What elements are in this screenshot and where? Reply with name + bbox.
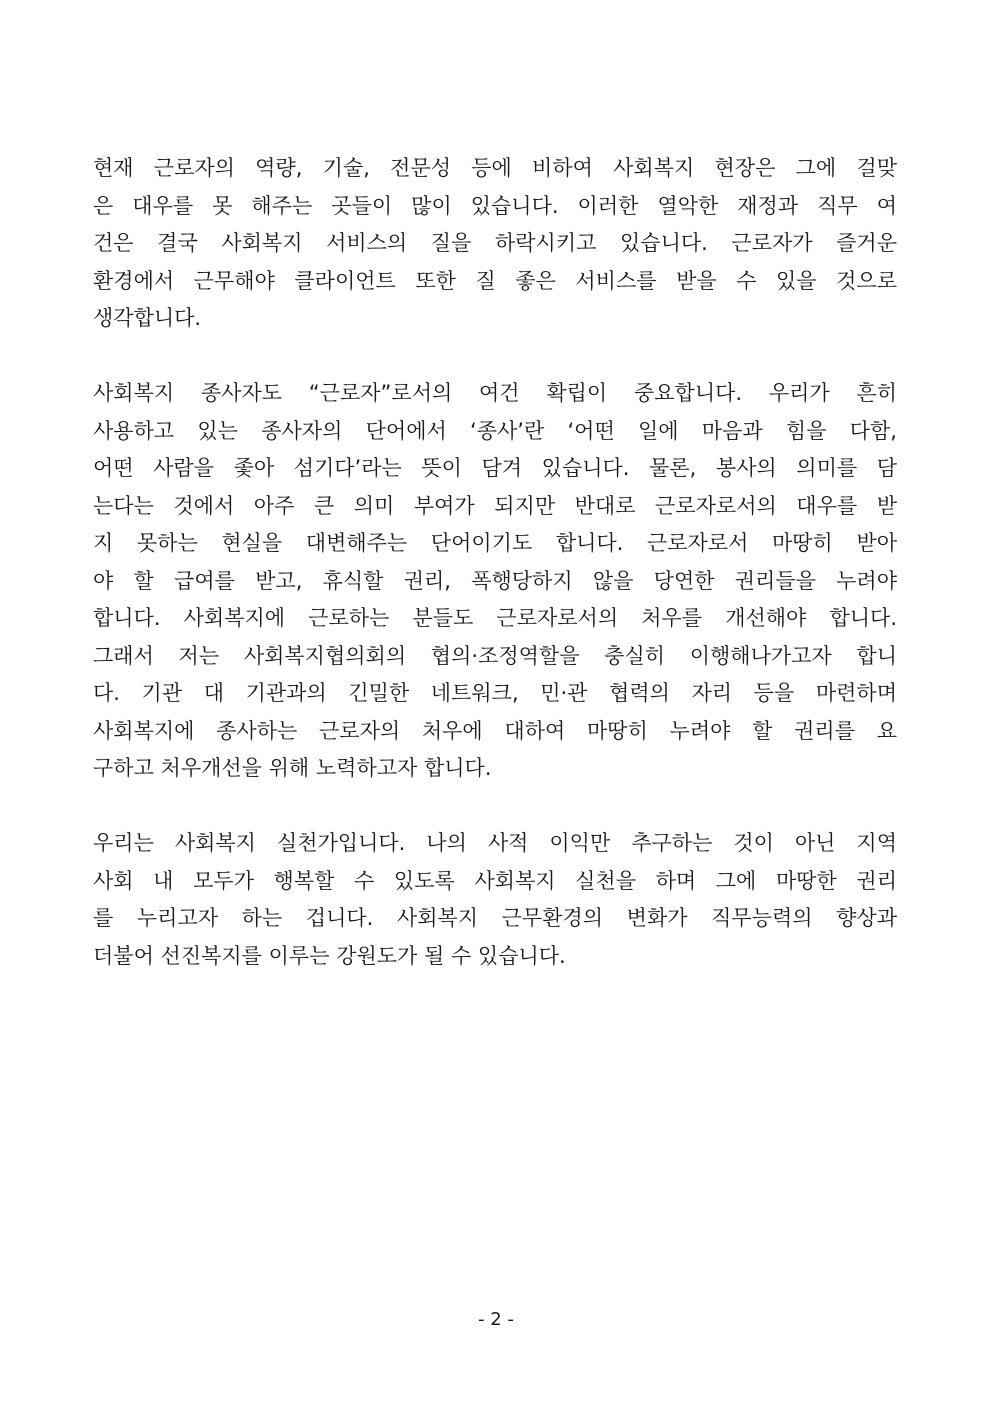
text-line: 를 누리고자 하는 겁니다. 사회복지 근무환경의 변화가 직무능력의 향상과 — [93, 906, 897, 930]
text-line: 구하고 처우개선을 위해 노력하고자 합니다. — [93, 756, 492, 780]
text-line: 건은 결국 사회복지 서비스의 질을 하락시키고 있습니다. 근로자가 즐거운 — [93, 231, 897, 255]
paragraph-working-conditions — [93, 150, 897, 338]
text-line: 합니다. 사회복지에 근로하는 분들도 근로자로서의 처우를 개선해야 합니다. — [93, 606, 897, 630]
text-line: 생각합니다. — [93, 306, 202, 330]
text-line: 는다는 것에서 아주 큰 의미 부여가 되지만 반대로 근로자로서의 대우를 받 — [93, 493, 897, 518]
paragraph-worker-status — [93, 375, 897, 788]
text-line: 사회복지에 종사하는 근로자의 처우에 대하여 마땅히 누려야 할 권리를 요 — [93, 718, 897, 743]
text-line: 야 할 급여를 받고, 휴식할 권리, 폭행당하지 않을 당연한 권리들을 누려야 — [93, 568, 897, 593]
text-line: 더불어 선진복지를 이루는 강원도가 될 수 있습니다. — [93, 943, 566, 968]
text-line: 다. 기관 대 기관과의 긴밀한 네트워크, 민·관 협력의 자리 등을 마련하며 — [93, 681, 897, 705]
text-line: 어떤 사람을 좇아 섬기다’라는 뜻이 담겨 있습니다. 물론, 봉사의 의미를 담 — [93, 456, 897, 480]
page-number: - 2 - — [478, 1309, 514, 1330]
text-line: 사용하고 있는 종사자의 단어에서 ‘종사’란 ‘어떤 일에 마음과 힘을 다함, — [93, 418, 897, 443]
paragraph-practitioners — [93, 825, 897, 975]
text-line: 지 못하는 현실을 대변해주는 단어이기도 합니다. 근로자로서 마땅히 받아 — [93, 531, 897, 555]
text-line: 현재 근로자의 역량, 기술, 전문성 등에 비하여 사회복지 현장은 그에 걸맞 — [93, 156, 897, 180]
text-line: 사회복지 종사자도 “근로자”로서의 여건 확립이 중요합니다. 우리가 흔히 — [93, 381, 897, 405]
text-line: 사회 내 모두가 행복할 수 있도록 사회복지 실천을 하며 그에 마땅한 권리 — [93, 868, 897, 893]
text-line: 우리는 사회복지 실천가입니다. 나의 사적 이익만 추구하는 것이 아닌 지역 — [93, 831, 897, 855]
text-line: 그래서 저는 사회복지협의회의 협의·조정역할을 충실히 이행해나가고자 합니 — [93, 643, 897, 668]
text-line: 환경에서 근무해야 클라이언트 또한 질 좋은 서비스를 받을 수 있을 것으로 — [93, 268, 897, 293]
text-line: 은 대우를 못 해주는 곳들이 많이 있습니다. 이러한 열악한 재정과 직무 여 — [93, 193, 897, 218]
